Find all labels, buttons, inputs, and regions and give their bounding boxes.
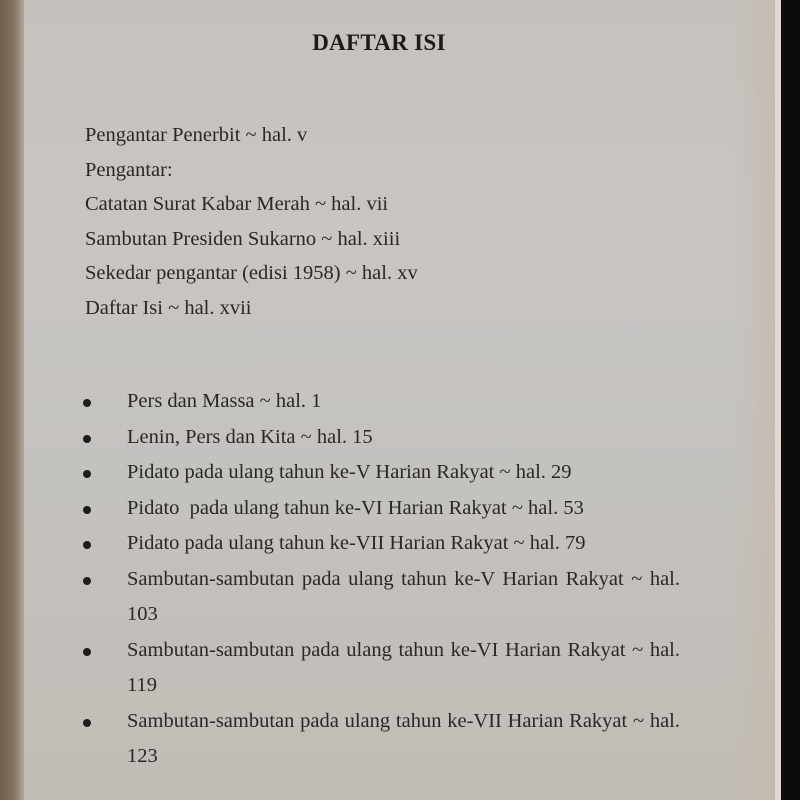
toc-entry (80, 384, 680, 420)
page-title: DAFTAR ISI (312, 30, 446, 55)
toc-entry (80, 526, 680, 562)
book-spine-edge (0, 0, 26, 800)
toc-entry-text: Sambutan-sambutan pada ulang tahun ke-VII Harian Rakyat ~ hal. 123 (127, 709, 680, 767)
page-shading (732, 0, 777, 800)
bullet-icon (83, 399, 91, 407)
front-matter-item: Pengantar: (85, 158, 173, 181)
bullet-icon (83, 719, 91, 727)
front-matter-item: Catatan Surat Kabar Merah ~ hal. vii (85, 193, 389, 215)
toc-entry (80, 491, 680, 527)
front-matter-list (85, 118, 418, 325)
toc-entry-text: Pidato pada ulang tahun ke-V Harian Rakyat ~ hal. 29 (127, 461, 572, 483)
toc-entry (80, 704, 680, 775)
toc-entry (80, 420, 680, 456)
toc-entry-text: Sambutan-sambutan pada ulang tahun ke-VI Harian Rakyat ~ hal. 119 (127, 638, 680, 696)
bullet-icon (83, 541, 91, 549)
bullet-icon (83, 577, 91, 585)
bullet-icon (83, 470, 91, 478)
toc-entry (80, 455, 680, 491)
page-edge (775, 0, 781, 800)
toc-entry-text: Pers dan Massa ~ hal. 1 (127, 390, 322, 412)
toc-entry-text: Sambutan-sambutan pada ulang tahun ke-V Harian Rakyat ~ hal. 103 (127, 567, 680, 625)
front-matter-item: Sambutan Presiden Sukarno ~ hal. xiii (85, 227, 401, 250)
toc-entry-text: Lenin, Pers dan Kita ~ hal. 15 (127, 425, 373, 448)
toc-list (80, 384, 680, 775)
front-matter-item: Pengantar Penerbit ~ hal. v (85, 124, 308, 146)
toc-entry-text: Pidato pada ulang tahun ke-VI Harian Rakyat ~ hal. 53 (127, 496, 584, 519)
toc-entry (80, 562, 680, 633)
book-page (24, 0, 777, 800)
toc-entry (80, 633, 680, 704)
front-matter-item: Daftar Isi ~ hal. xvii (85, 296, 252, 319)
bullet-icon (83, 648, 91, 656)
toc-entry-text: Pidato pada ulang tahun ke-VII Harian Rakyat ~ hal. 79 (127, 532, 586, 554)
bullet-icon (83, 435, 91, 443)
bullet-icon (83, 506, 91, 514)
front-matter-item: Sekedar pengantar (edisi 1958) ~ hal. xv (85, 262, 418, 284)
